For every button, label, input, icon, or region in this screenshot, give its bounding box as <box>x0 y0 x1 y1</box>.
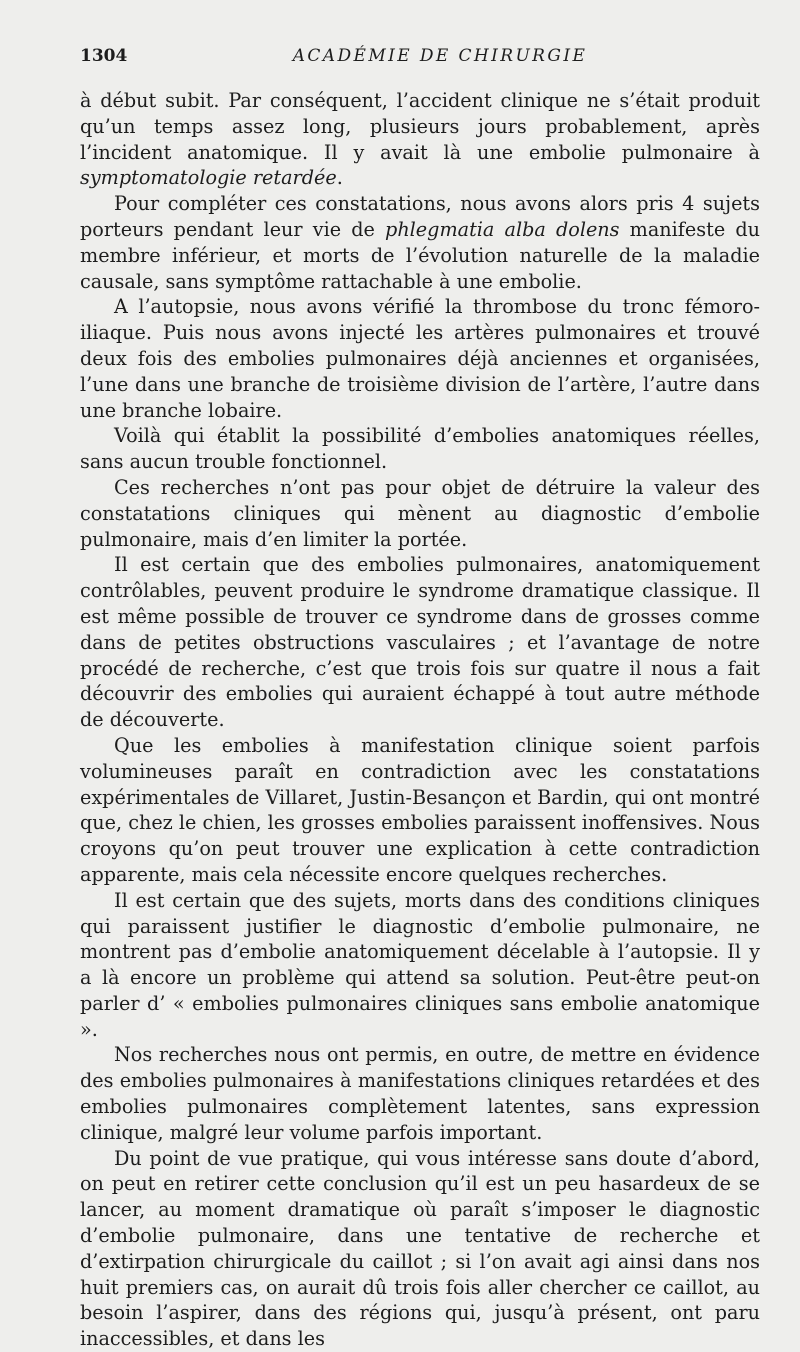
paragraph-2 <box>80 191 760 294</box>
page-header <box>80 42 760 72</box>
paragraph-1 <box>80 88 760 191</box>
paragraph-3: A l’autopsie, nous avons vérifié la thrombose du tronc fémoro-iliaque. Puis nous avons injecté les artères pulmonaires et trouvé deux fois des embolies pulmonaires déjà anciennes et organisées, l’une dans une branche de troisième division de l’artère, l’autre dans une branche lobaire. <box>80 295 760 422</box>
paragraph-2-emphasis: phlegmatia alba dolens <box>385 217 620 241</box>
paragraph-7: Que les embolies à manifestation clinique soient parfois volumineuses paraît en contradiction avec les constatations expérimentales de Villaret, Justin-Besançon et Bardin, qui ont montré que, chez le chien, les grosses embolies paraissent inoffensives. Nous croyons qu’on peut trouver une explication à cette contradiction apparente, mais cela nécessite encore quelques recherches. <box>80 733 760 886</box>
paragraph-10: Du point de vue pratique, qui vous intéresse sans doute d’abord, on peut en retirer cette conclusion qu’il est un peu hasardeux de se lancer, au moment dramatique où paraît s’imposer le diagnostic d’embolie pulmonaire, dans une tentative de recherche et d’extirpation chirurgicale du caillot ; si l’on avait agi ainsi dans nos huit premiers cas, on aurait dû trois fois aller chercher ce caillot, au besoin l’aspirer, dans des régions qui, jusqu’à présent, ont paru inaccessibles, et dans les <box>80 1146 760 1351</box>
paragraph-5: Ces recherches n’ont pas pour objet de détruire la valeur des constatations cliniques qui mènent au diagnostic d’embolie pulmonaire, mais d’en limiter la portée. <box>80 475 760 551</box>
paragraph-6: Il est certain que des embolies pulmonaires, anatomiquement contrôlables, peuvent produire le syndrome dramatique classique. Il est même possible de trouver ce syndrome dans de grosses comme dans de petites obstructions vasculaires ; et l’avantage de notre procédé de recherche, c’est que trois fois sur quatre il nous a fait découvrir des embolies qui auraient échappé à tout autre méthode de découverte. <box>80 553 760 732</box>
paragraph-1-emphasis: symptomatologie retardée <box>80 166 337 190</box>
paragraph-4: Voilà qui établit la possibilité d’embolies anatomiques réelles, sans aucun trouble fonctionnel. <box>80 424 760 474</box>
paragraph-2-end: manifeste du membre inférieur, et morts de l’évolution naturelle de la maladie causale, sans symptôme rattachable à une embolie. <box>80 217 760 293</box>
paragraph-2-text: Pour compléter ces constatations, nous avons alors pris 4 sujets porteurs pendant leur vie de <box>80 192 760 241</box>
body-text <box>80 88 760 1352</box>
running-title: ACADÉMIE DE CHIRURGIE <box>292 46 588 66</box>
paragraph-1-text: à début subit. Par conséquent, l’accident clinique ne s’était produit qu’un temps assez long, plusieurs jours probablement, après l’incident anatomique. Il y avait là une embolie pulmonaire à <box>80 89 760 164</box>
paragraph-9: Nos recherches nous ont permis, en outre, de mettre en évidence des embolies pulmonaires à manifestations cliniques retardées et des embolies pulmonaires complètement latentes, sans expression clinique, malgré leur volume parfois important. <box>80 1043 760 1144</box>
page-number: 1304 <box>80 46 128 66</box>
paragraph-8: Il est certain que des sujets, morts dans des conditions cliniques qui paraissent justifier le diagnostic d’embolie pulmonaire, ne montrent pas d’embolie anatomiquement décelable à l’autopsie. Il y a là encore un problème qui attend sa solution. Peut-être peut-on parler d’ « embolies pulmonaires cliniques sans embolie anatomique ». <box>80 888 760 1041</box>
paragraph-1-end: . <box>336 166 343 190</box>
